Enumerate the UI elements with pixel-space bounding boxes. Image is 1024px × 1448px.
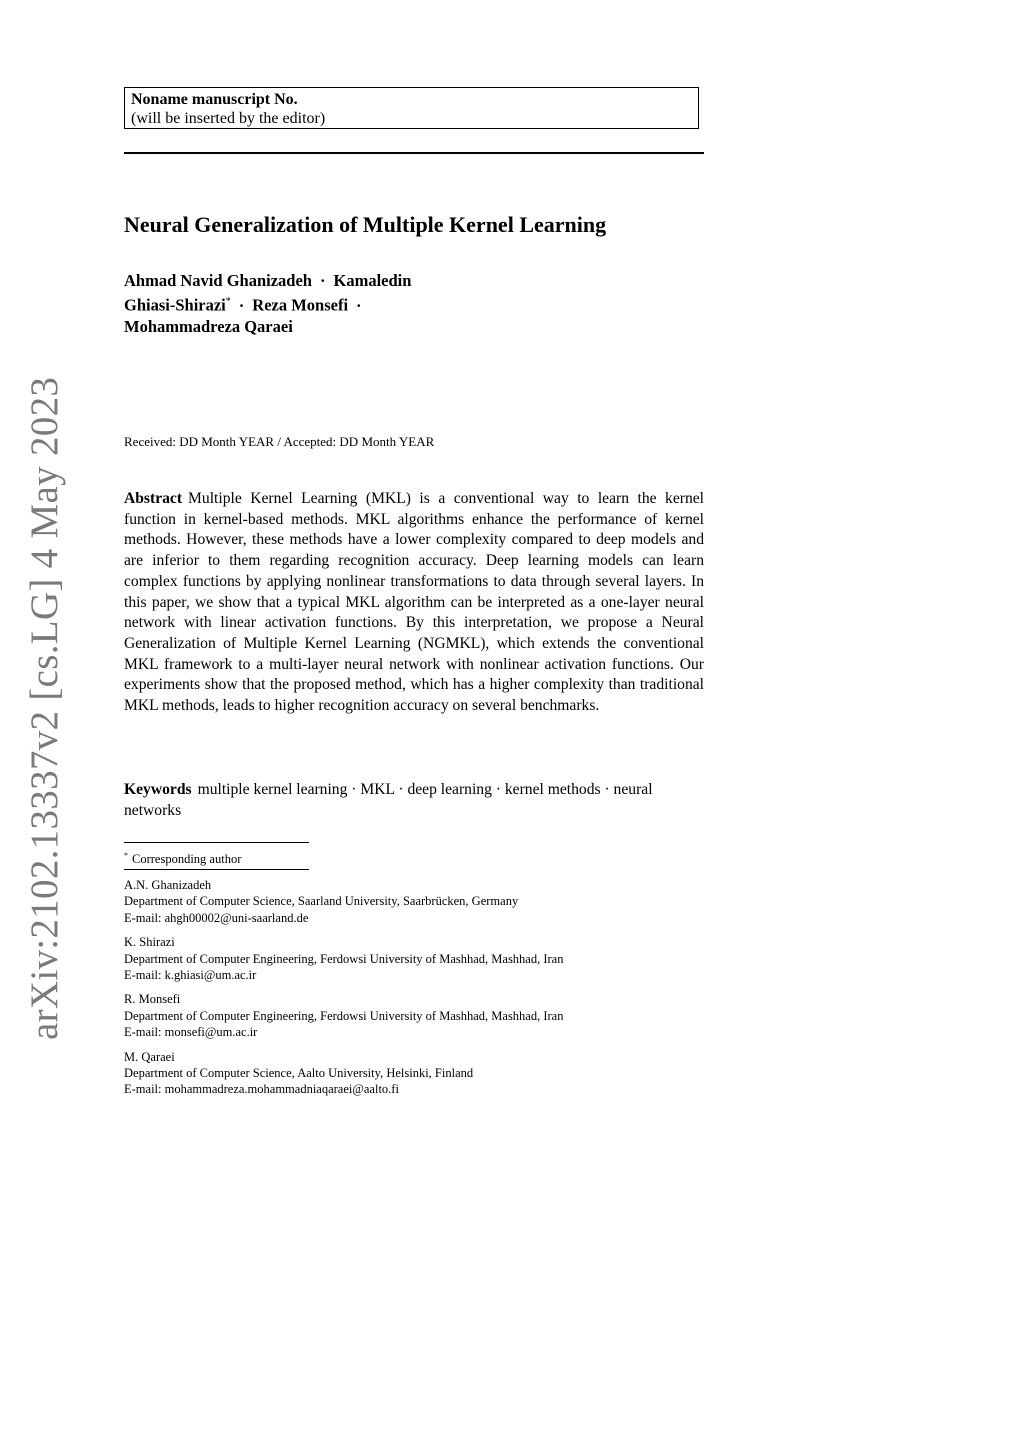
affiliation-department: Department of Computer Science, Aalto University, Helsinki, Finland [124,1066,474,1081]
affiliation-name: M. Qaraei [124,1049,175,1064]
corresponding-author-mark: * [225,296,231,307]
affiliation-name: A.N. Ghanizadeh [124,878,212,892]
affiliation-rule [124,869,309,870]
abstract-label: Abstract [124,490,183,507]
affiliation-list [124,877,744,1106]
keywords-section [124,780,704,821]
affiliation-email: E-mail: ahgh00002@uni-saarland.de [124,910,309,925]
affiliation-name: K. Shirazi [124,935,175,950]
affiliation-name: R. Monsefi [124,992,181,1007]
received-accepted-line: Received: DD Month YEAR / Accepted: DD Month YEAR [124,434,435,449]
corresponding-author-footnote [124,848,241,867]
author-2-first: Kamaledin [333,271,412,290]
author-2-last: Ghiasi-Shirazi [124,295,226,315]
manuscript-number-box [124,87,699,129]
footnote-rule [124,842,309,843]
affiliation-item [124,991,744,1040]
author-separator: · [238,295,245,315]
affiliation-item [124,1049,744,1098]
author-3: Reza Monsefi [252,295,349,315]
affiliation-email: E-mail: monsefi@um.ac.ir [124,1025,258,1040]
keywords-label: Keywords [124,781,192,798]
author-list [124,270,544,337]
affiliation-department: Department of Computer Science, Saarland University, Saarbrücken, Germany [124,894,519,909]
paper-title: Neural Generalization of Multiple Kernel Learning [124,212,607,237]
author-1: Ahmad Navid Ghanizadeh [124,271,312,290]
affiliation-email: E-mail: k.ghiasi@um.ac.ir [124,968,257,983]
keywords-text: multiple kernel learning · MKL · deep learning · kernel methods · neural networks [124,781,653,819]
author-separator: · [356,295,362,315]
author-4: Mohammadreza Qaraei [124,316,293,336]
affiliation-item [124,934,744,983]
abstract-section [124,489,704,717]
affiliation-item [124,877,744,926]
manuscript-editor-note: (will be inserted by the editor) [131,110,326,127]
arxiv-identifier-stamp: arXiv:2102.13337v2 [cs.LG] 4 May 2023 [23,376,66,1040]
affiliation-department: Department of Computer Engineering, Ferdowsi University of Mashhad, Mashhad, Iran [124,951,564,966]
affiliation-department: Department of Computer Engineering, Ferdowsi University of Mashhad, Mashhad, Iran [124,1008,564,1023]
abstract-text: Multiple Kernel Learning (MKL) is a conventional way to learn the kernel function in kernel-based methods. MKL algorithms enhance the performance of kernel methods. However, these methods have a lower complexity compared to deep models and are inferior to them regarding recognition accuracy. Deep learning models can learn complex functions by applying nonlinear transformations to data through several layers. In this paper, we show that a typical MKL algorithm can be interpreted as a one-layer neural network with linear activation functions. By this interpretation, we propose a Neural Generalization of Multiple Kernel Learning (NGMKL), which extends the conventional MKL framework to a multi-layer neural network with nonlinear activation functions. Our experiments show that the proposed method, which has a higher complexity than traditional MKL methods, leads to higher recognition accuracy on several benchmarks. [124,490,704,715]
author-separator: · [319,271,326,290]
footnote-text: Corresponding author [132,852,242,867]
footnote-mark: * [124,851,128,860]
header-rule [124,152,704,154]
affiliation-email: E-mail: mohammadreza.mohammadniaqaraei@aalto.fi [124,1082,399,1097]
manuscript-label: Noname manuscript No. [131,91,298,108]
